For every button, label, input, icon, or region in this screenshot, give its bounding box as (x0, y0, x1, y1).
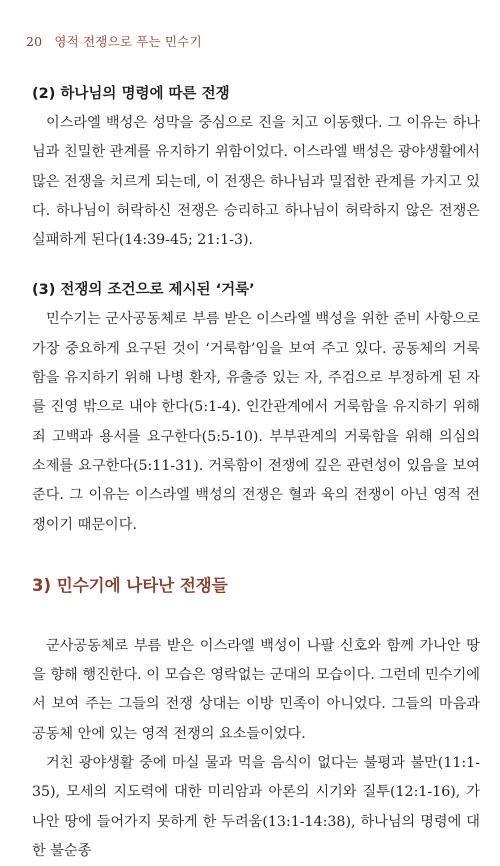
subsection-heading-2: (2) 하나님의 명령에 따른 전쟁 (32, 86, 230, 102)
section-paragraph-1: 군사공동체로 부름 받은 이스라엘 백성이 나팔 신호와 함께 가나안 땅을 향해 행진한다. 이 모습은 영락없는 군대의 모습이다. 그런데 민수기에서 보여 주는 그들의 전쟁 상대는 이방 민족이 아니었다. 그들의 마음과 공동체 안에 있는 영적 전쟁의 요소들이었다. (32, 637, 480, 742)
subsection-paragraph-2: 이스라엘 백성은 성막을 중심으로 진을 치고 이동했다. 그 이유는 하나님과 친밀한 관계를 유지하기 위함이었다. 이스라엘 백성은 광야생활에서 많은 전쟁을 치르게 되는데, 이 전쟁은 하나님과 밀접한 관계를 가지고 있다. 하나님이 허락하신 전쟁은 승리하고 하나님이 허락하지 않은 전쟁은 실패하게 된다(14:39-45; 21:1-3). (32, 115, 480, 249)
running-header (26, 32, 202, 50)
page-body (32, 82, 480, 866)
section-paragraph-2: 거친 광야생활 중에 마실 물과 먹을 음식이 없다는 불평과 불만(11:1-35), 모세의 지도력에 대한 미리암과 아론의 시기와 질투(12:1-16), 가나안 땅에 들어가지 못하게 한 두려움(13:1-14:38), 하나님의 명령에 대한 불순종 (32, 755, 480, 859)
book-title: 영적 전쟁으로 푸는 민수기 (54, 34, 202, 49)
subsection-heading-3: (3) 전쟁의 조건으로 제시된 ‘거룩’ (32, 282, 255, 299)
section-title: 3) 민수기에 나타난 전쟁들 (32, 575, 228, 595)
subsection-paragraph-3: 민수기는 군사공동체로 부름 받은 이스라엘 백성을 위한 준비 사항으로 가장 중요하게 요구된 것이 ‘거룩함’임을 보여 주고 있다. 공동체의 거룩함을 유지하기 위해 나병 환자, 유출증 있는 자, 주검으로 부정하게 된 자를 진영 밖으로 내야 한다(5:1-4). 인간관계에서 거룩함을 유지하기 위해 죄 고백과 용서를 요구한다(5:5-10). 부부관계의 거룩함을 위해 의심의 소제를 요구한다(5:11-31). 거룩함이 전쟁에 깊은 관련성이 있음을 보여 준다. 그 이유는 이스라엘 백성의 전쟁은 혈과 육의 전쟁이 아닌 영적 전쟁이기 때문이다. (32, 311, 480, 533)
page-number: 20 (26, 34, 43, 49)
